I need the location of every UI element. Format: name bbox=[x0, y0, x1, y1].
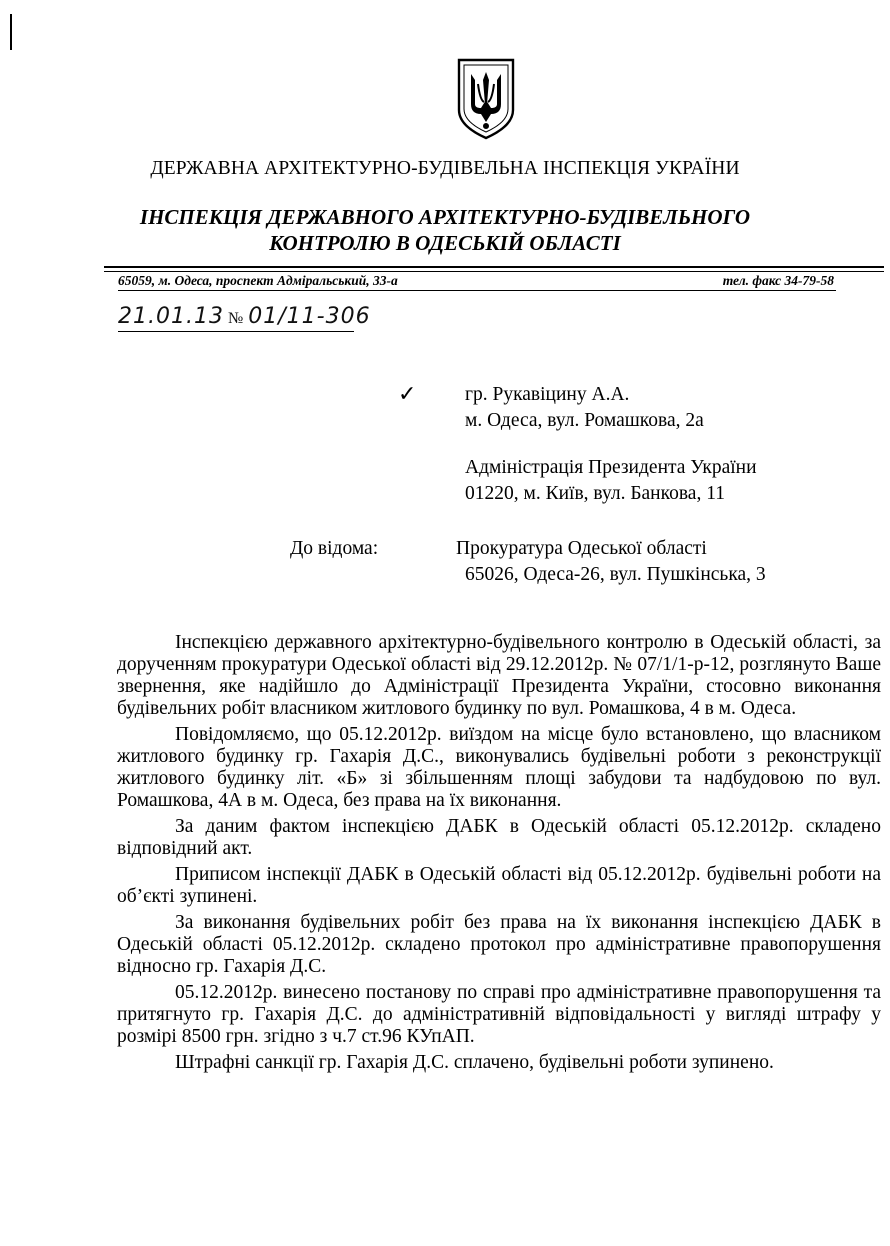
inspection-title bbox=[0, 204, 890, 256]
body-paragraph: Інспекцією державного архітектурно-будівельного контролю в Одеській області, за дорученням прокуратури Одеської області від 29.12.2012р. № 07/1/1-р-12, розглянуто Ваше звернення, яке надійшло до Адміністрації Президента України, стосовно виконання будівельних робіт власником житлового будинку по вул. Ромашкова, 4 в м. Одеса. bbox=[117, 632, 881, 719]
body-paragraph: Приписом інспекції ДАБК в Одеській області від 05.12.2012р. будівельні роботи на об’єкті зупинені. bbox=[117, 864, 881, 907]
agency-address: 65059, м. Одеса, проспект Адміральський, 33-а bbox=[118, 273, 398, 288]
inspection-title-line2: КОНТРОЛЮ В ОДЕСЬКІЙ ОБЛАСТІ bbox=[269, 231, 621, 255]
body-paragraph: За виконання будівельних робіт без права на їх виконання інспекцією ДАБК в Одеській області 05.12.2012р. складено протокол про адміністративне правопорушення відносно гр. Гахарія Д.С. bbox=[117, 912, 881, 977]
recipient-2-name: Адміністрація Президента України bbox=[465, 457, 757, 478]
reference-underline bbox=[118, 331, 354, 332]
trident-emblem-icon bbox=[453, 56, 519, 142]
body-paragraph: 05.12.2012р. винесено постанову по справі про адміністративне правопорушення та притягнуто гр. Гахарія Д.С. до адміністративній відповідальності у вигляді штрафу у розмірі 8500 грн. згідно з ч.7 ст.96 КУпАП. bbox=[117, 982, 881, 1047]
check-mark: ✓ bbox=[398, 382, 417, 407]
recipient-2-address: 01220, м. Київ, вул. Банкова, 11 bbox=[465, 483, 725, 504]
recipient-1-address: м. Одеса, вул. Ромашкова, 2а bbox=[465, 410, 704, 431]
address-underline bbox=[118, 290, 836, 291]
reference-line bbox=[118, 304, 371, 329]
body-paragraph: За даним фактом інспекцією ДАБК в Одеській області 05.12.2012р. складено відповідний акт. bbox=[117, 816, 881, 859]
margin-mark bbox=[10, 14, 12, 50]
recipient-1-name: гр. Рукавіцину А.А. bbox=[465, 384, 630, 405]
inspection-title-line1: ІНСПЕКЦІЯ ДЕРЖАВНОГО АРХІТЕКТУРНО-БУДІВЕЛЬНОГО bbox=[139, 205, 751, 229]
body-paragraph: Повідомляємо, що 05.12.2012р. виїздом на місце було встановлено, що власником житлового будинку гр. Гахарія Д.С., виконувались будівельні роботи з реконструкції житлового будинку літ. «Б» зі збільшенням площі забудови та надбудовою по вул. Ромашкова, 4А в м. Одеса, без права на їх виконання. bbox=[117, 724, 881, 811]
recipient-2 bbox=[465, 455, 757, 507]
cc-recipient-name: Прокуратура Одеської області bbox=[456, 538, 707, 559]
cc-recipient bbox=[456, 536, 766, 588]
header-rule-bottom bbox=[104, 271, 884, 272]
cc-label: До відома: bbox=[290, 538, 379, 559]
agency-phone: тел. факс 34-79-58 bbox=[722, 273, 834, 288]
body-paragraph: Штрафні санкції гр. Гахарія Д.С. сплачено, будівельні роботи зупинено. bbox=[175, 1052, 774, 1073]
cc-recipient-address: 65026, Одеса-26, вул. Пушкінська, 3 bbox=[465, 564, 766, 585]
agency-name: ДЕРЖАВНА АРХІТЕКТУРНО-БУДІВЕЛЬНА ІНСПЕКЦІЯ УКРАЇНИ bbox=[150, 158, 740, 179]
reference-number: 01/11-306 bbox=[248, 304, 371, 329]
header-rule-top bbox=[104, 266, 884, 268]
letter-body bbox=[117, 632, 881, 1078]
reference-date: 21.01.13 bbox=[118, 304, 224, 329]
recipient-1 bbox=[465, 382, 704, 434]
reference-number-sign: № bbox=[227, 310, 245, 327]
